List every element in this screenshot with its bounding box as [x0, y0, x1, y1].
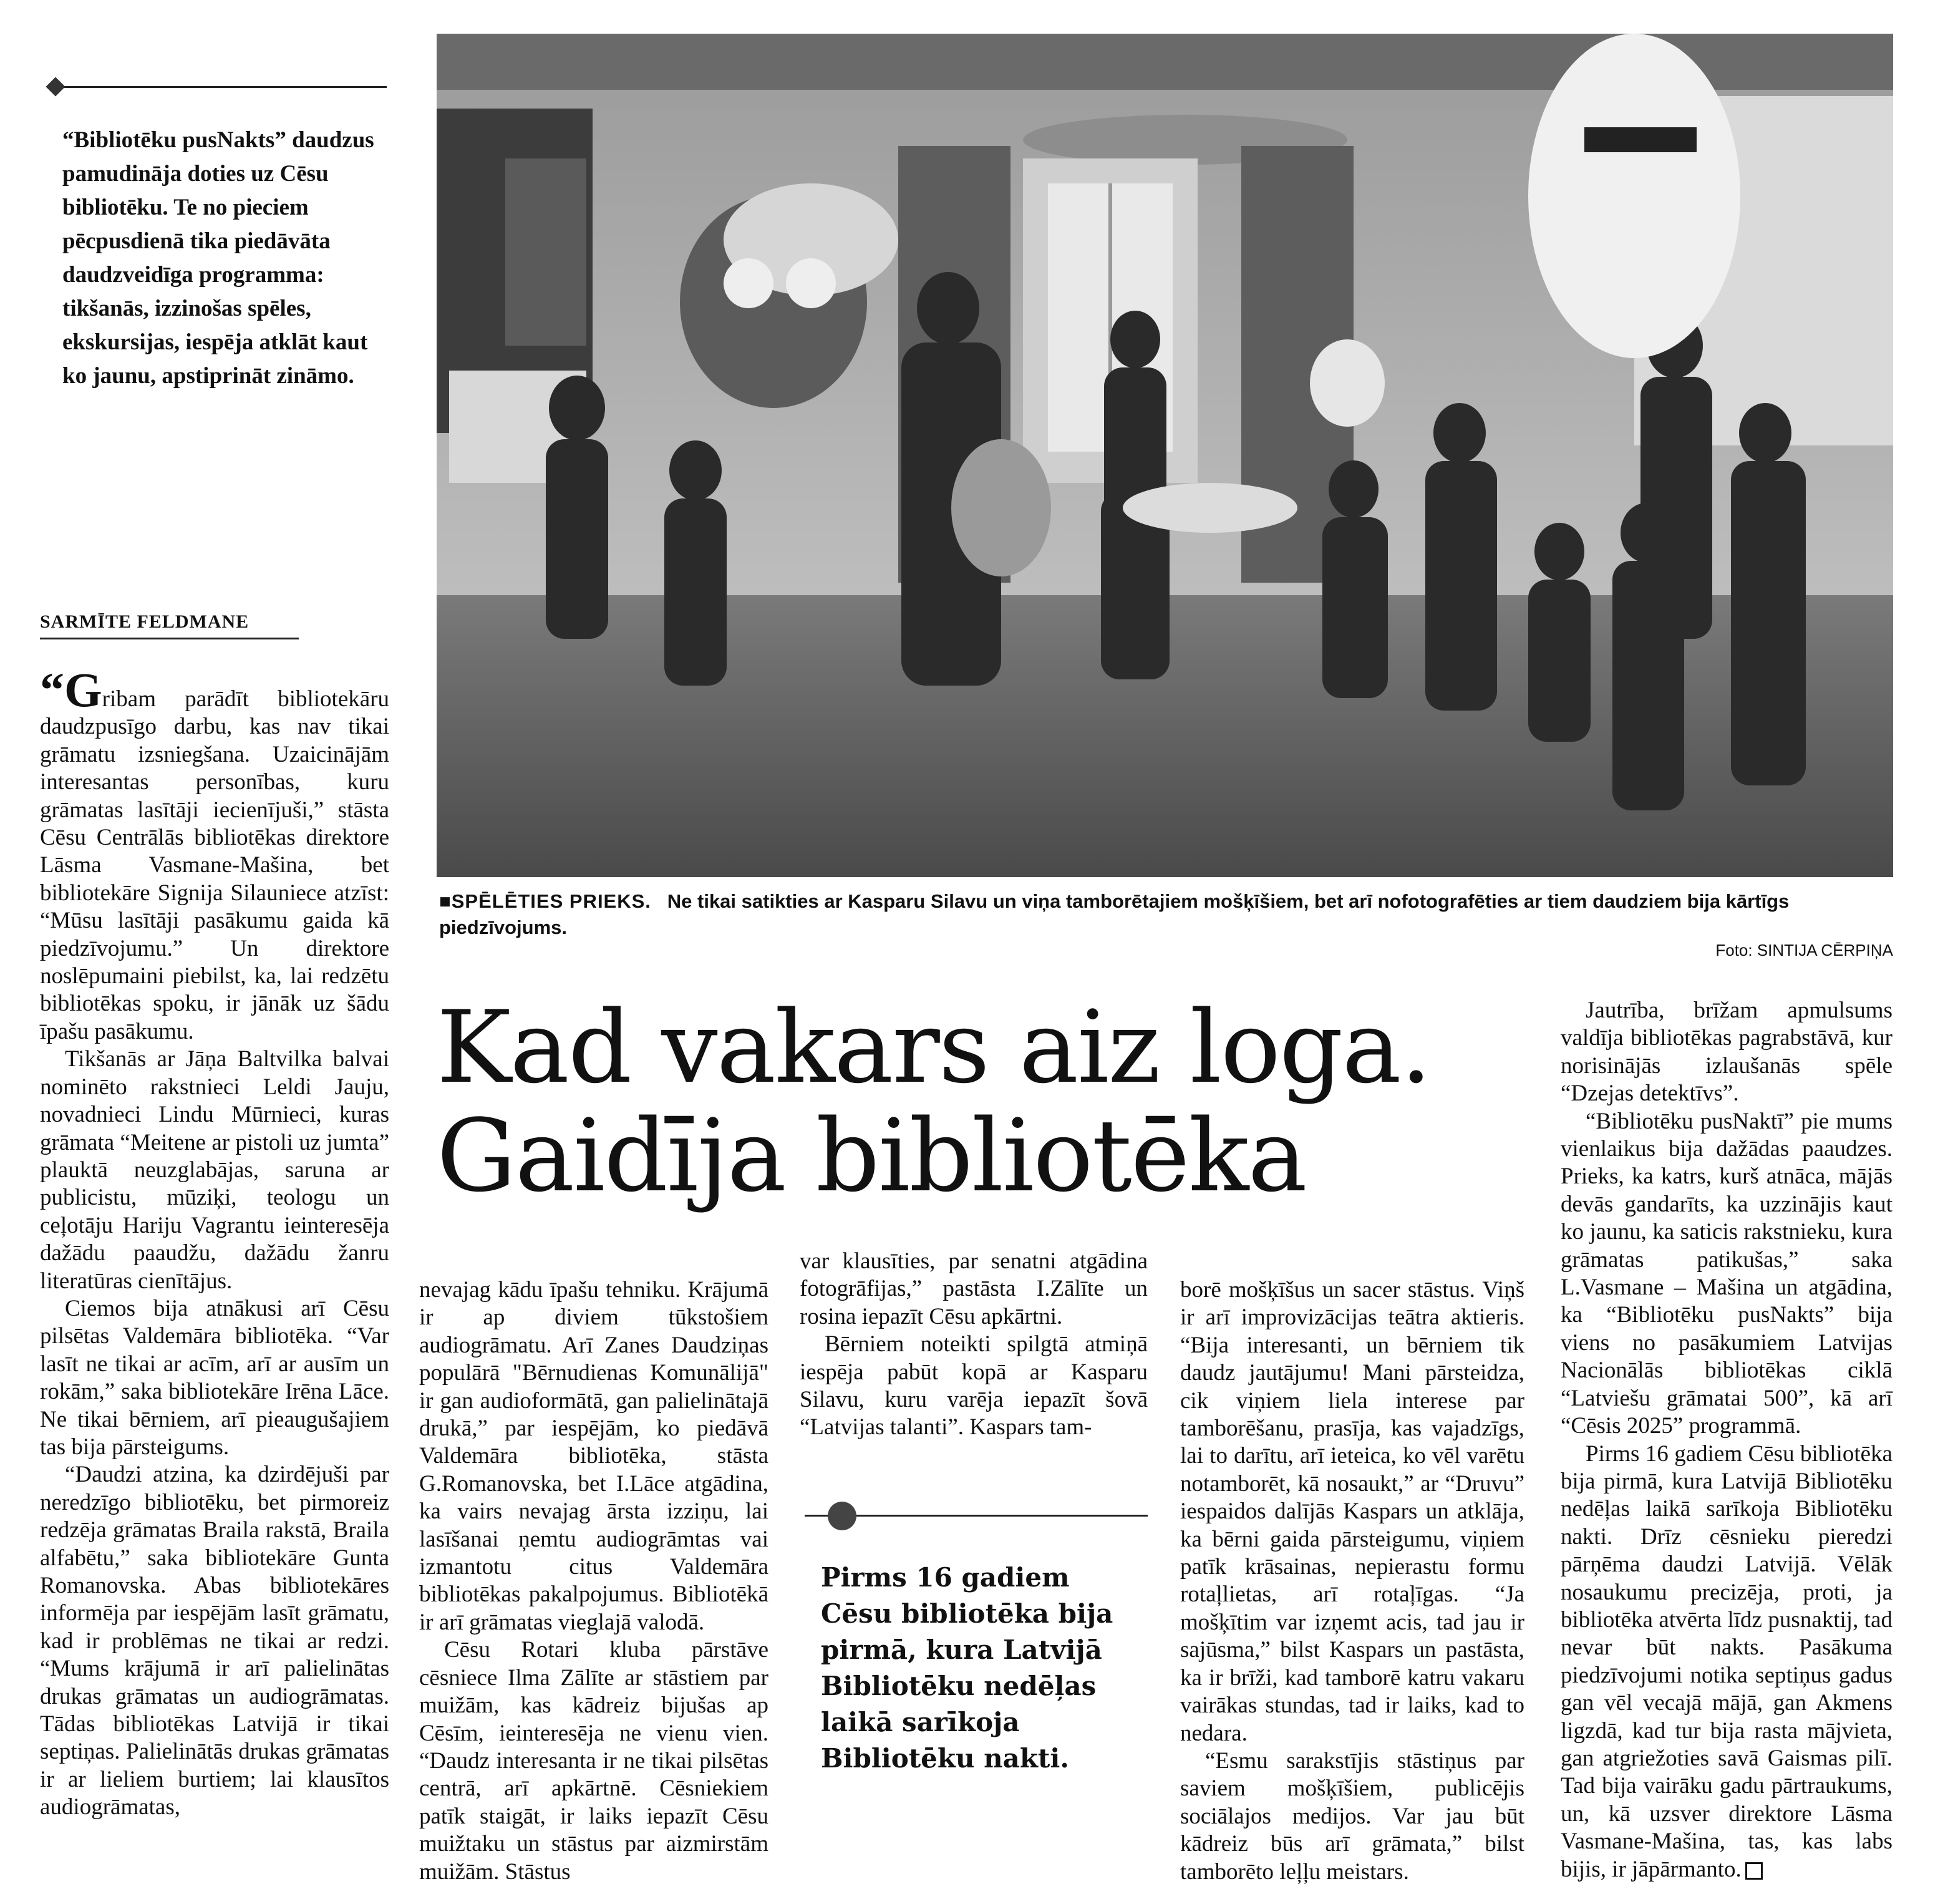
- photo-illustration: [437, 34, 1893, 877]
- deck-rule: [47, 86, 387, 88]
- paragraph: Bērniem noteikti spilgtā atmiņā iespēja pabūt kopā ar Kasparu Silavu, kuru varēja iepazīt šovā “Latvijas talanti”. Kaspars tam-: [800, 1331, 1148, 1440]
- photo-caption: [439, 888, 1892, 941]
- paragraph: “Esmu sarakstījis stāstiņus par saviem mošķīšiem, publicējis sociālajos medijos. Var jau būt kādreiz būs arī grāmata,” bilst tamborēto leļļu meistars.: [1180, 1747, 1524, 1885]
- paragraph: “Bibliotēku pusNaktī” pie mums vienlaikus bija dažādas paaudzes. Prieks, ka katrs, kurš atnāca, mājās devās gandarīts, ka uzzinājis kaut ko jaunu, ka saticis rakstnieku, kura grāmatas patikušas,” saka L.Vasmane – Mašina un atgādina, ka “Bibliotēku pusNakts” bija viens no pasākumiem Latvijas Nacionālās bibliotēkas ciklā “Latviešu grāmatai 500”, kā arī “Cēsis 2025” programmā.: [1561, 1108, 1892, 1439]
- square-end-icon: [1745, 1862, 1763, 1880]
- article-deck: “Bibliotēku pusNakts” daudzus pamudināja doties uz Cēsu bibliotēku. Te no pieciem pēcpusdienā tika piedāvāta daudzveidīga programma: tikšanās, izzinošas spēles, ekskursijas, iespēja atklāt kaut ko jaunu, apstiprināt zināmo.: [62, 127, 374, 389]
- column-4: [1180, 1276, 1524, 1886]
- paragraph: “Daudzi atzina, ka dzirdējuši par neredzīgo bibliotēku, bet pirmoreiz redzēja grāmatas Braila rakstā, Braila alfabētu,” saka bibliotekāre Gunta Romanovska. Abas bibliotekāres informēja par iespējām lasīt grāmatu, kad ir problēmas ne tikai ar redzi. “Mums krājumā ir arī palielinātas drukas grāmatas un audiogrāmatas. Tādas bibliotēkas Latvijā ir tikai septiņas. Palielinātās drukas grāmatas ir ar lieliem burtiem; lai klausītos audiogrāmatas,: [40, 1462, 389, 1820]
- paragraph-text: Pirms 16 gadiem Cēsu bibliotēka bija pirmā, kura Latvijā Bibliotēku nedēļas laikā sarīkoja Bibliotēku nakti. Drīz cēsnieku pieredzi pārņēma daudzi Latvijā. Vēlāk nosaukumu precizēja, proti, ja bibliotēka atvērta līdz pusnaktij, tad nevar būt nakts. Pasākuma piedzīvojumi notika septiņus gadus gan vēl vecajā mājā, gan Akmens ligzdā, kad tur bija rasta mājvieta, gan atgriežoties savā Gaismas pilī. Tad bija vairāku gadu pārtraukums, un, kā uzsver direktore Lāsma Vasmane-Mašina, tas, kas labs bijis, ir jāpārmanto.: [1561, 1440, 1892, 1882]
- column-1: [40, 663, 389, 1822]
- diamond-icon: [46, 77, 65, 96]
- headline-line-1: Kad vakars aiz loga.: [437, 989, 1431, 1105]
- article-photo: [437, 34, 1893, 877]
- paragraph: Jautrība, brīžam apmulsums valdīja bibliotēkas pagrabstāvā, kur norisinājās izlaušanās spēle “Dzejas detektīvs”.: [1561, 998, 1892, 1107]
- byline: SARMĪTE FELDMANE: [40, 611, 299, 639]
- column-2: [419, 1276, 768, 1886]
- paragraph: [1561, 1440, 1892, 1884]
- paragraph: [40, 663, 389, 1046]
- headline: [437, 989, 1559, 1214]
- caption-text: Ne tikai satikties ar Kasparu Silavu un viņa tamborētajiem mošķīšiem, bet arī nofotografēties ar tiem daudziem bija kārtīgs piedzīvojums.: [439, 890, 1790, 938]
- paragraph: var klausīties, par senatni atgādina fotogrāfijas,” pastāsta I.Zālīte un rosina iepazīt Cēsu apkārtni.: [800, 1248, 1148, 1329]
- column-3: [800, 1248, 1148, 1442]
- pullquote: Pirms 16 gadiem Cēsu bibliotēka bija pirmā, kura Latvijā Bibliotēku nedēļas laikā sarīkoja Bibliotēku nakti.: [821, 1562, 1113, 1774]
- paragraph: borē mošķīšus un sacer stāstus. Viņš ir arī improvizācijas teātra aktieris. “Bija interesanti, un bērniem tik daudz jautājumu! Mani pārsteidza, cik viņiem liela interese par tamborēšanu, prasīja, kas vajadzīgs, lai to darītu, arī ieteica, ko vēl varētu notamborēt, kā nosaukt,” ar “Druvu” iespaidos dalījās Kaspars un atklāja, ka bērni gaida pārsteigumu, viņiem patīk krāsainas, nepierastu formu rotaļlietas, arī rotaļīgas. “Ja mošķītim var izņemt acis, tad jau ir sajūsma,” bilst Kaspars un pastāsta, ka ir brīži, kad tamborē katru vakaru vairākas stundas, tad ir laiks, kad to nedara.: [1180, 1277, 1524, 1746]
- headline-line-2: Gaidīja bibliotēka: [437, 1097, 1306, 1214]
- photo-credit: Foto: SINTIJA CĒRPIŅA: [1715, 941, 1893, 959]
- paragraph: Cēsu Rotari kluba pārstāve cēsniece Ilma Zālīte ar stāstiem par muižām, kas kādreiz bijušas ap Cēsīm, ieinteresēja ne vienu vien. “Daudz interesanta ir ne tikai pilsētas centrā, arī apkārtnē. Cēsniekiem patīk staigāt, ir laiks iepazīt Cēsu muižtaku un stāstus par aizmirstām muižām. Stāstus: [419, 1637, 768, 1885]
- caption-lead: ■SPĒLĒTIES PRIEKS.: [439, 890, 651, 912]
- paragraph: Ciemos bija atnākusi arī Cēsu pilsētas Valdemāra bibliotēka. “Var lasīt ne tikai ar acīm, arī ar ausīm un rokām,” saka bibliotekāre Irēna Lāce. Ne tikai bērniem, arī pieaugušajiem tas bija pārsteigums.: [40, 1295, 389, 1460]
- paragraph-text: ribam parādīt bibliotekāru daudzpusīgo darbu, kas nav tikai grāmatu izsniegšana. Uzaicinājām interesantas personības, kuru grāmatas lasītāji iecienījuši,” stāsta Cēsu Centrālās bibliotēkas direktore Lāsma Vasmane-Mašina, bet bibliotekāre Signija Silauniece atzīst: “Mūsu lasītāji pasākumu gaida kā piedzīvojumu.” Un direktore noslēpumaini piebilst, ka, lai redzētu bibliotēkas spoku, ir jānāk uz šādu īpašu pasākumu.: [40, 686, 389, 1044]
- column-5: [1561, 997, 1892, 1883]
- dot-icon: [828, 1502, 856, 1530]
- paragraph: Tikšanās ar Jāņa Baltvilka balvai nominēto rakstnieci Leldi Jauju, novadnieci Lindu Mūrnieci, kuras grāmata “Meitene ar pistoli uz jumta” plauktā neuzglabājas, saruna ar publicistu, mūziķi, teologu un ceļotāju Hariju Vagrantu ieinteresēja dažādu paaudžu, dažādu žanru literatūras cienītājus.: [40, 1046, 389, 1294]
- drop-cap: “G: [40, 663, 102, 717]
- paragraph: nevajag kādu īpašu tehniku. Krājumā ir ap diviem tūkstošiem audiogrāmatu. Arī Zanes Daudziņas populārā "Bērnudienas Komunālijā" ir gan audioformātā, gan palielinātajā drukā,” par iespējām, ko piedāvā Valdemāra bibliotēka, stāsta G.Romanovska, bet I.Lāce atgādina, ka vairs nevajag ārsta izziņu, lai lasīšanai ņemtu audiogrāmtas vai izmantotu citus Valdemāra bibliotēkas pakalpojumus. Bibliotēkā ir arī grāmatas vieglajā valodā.: [419, 1277, 768, 1635]
